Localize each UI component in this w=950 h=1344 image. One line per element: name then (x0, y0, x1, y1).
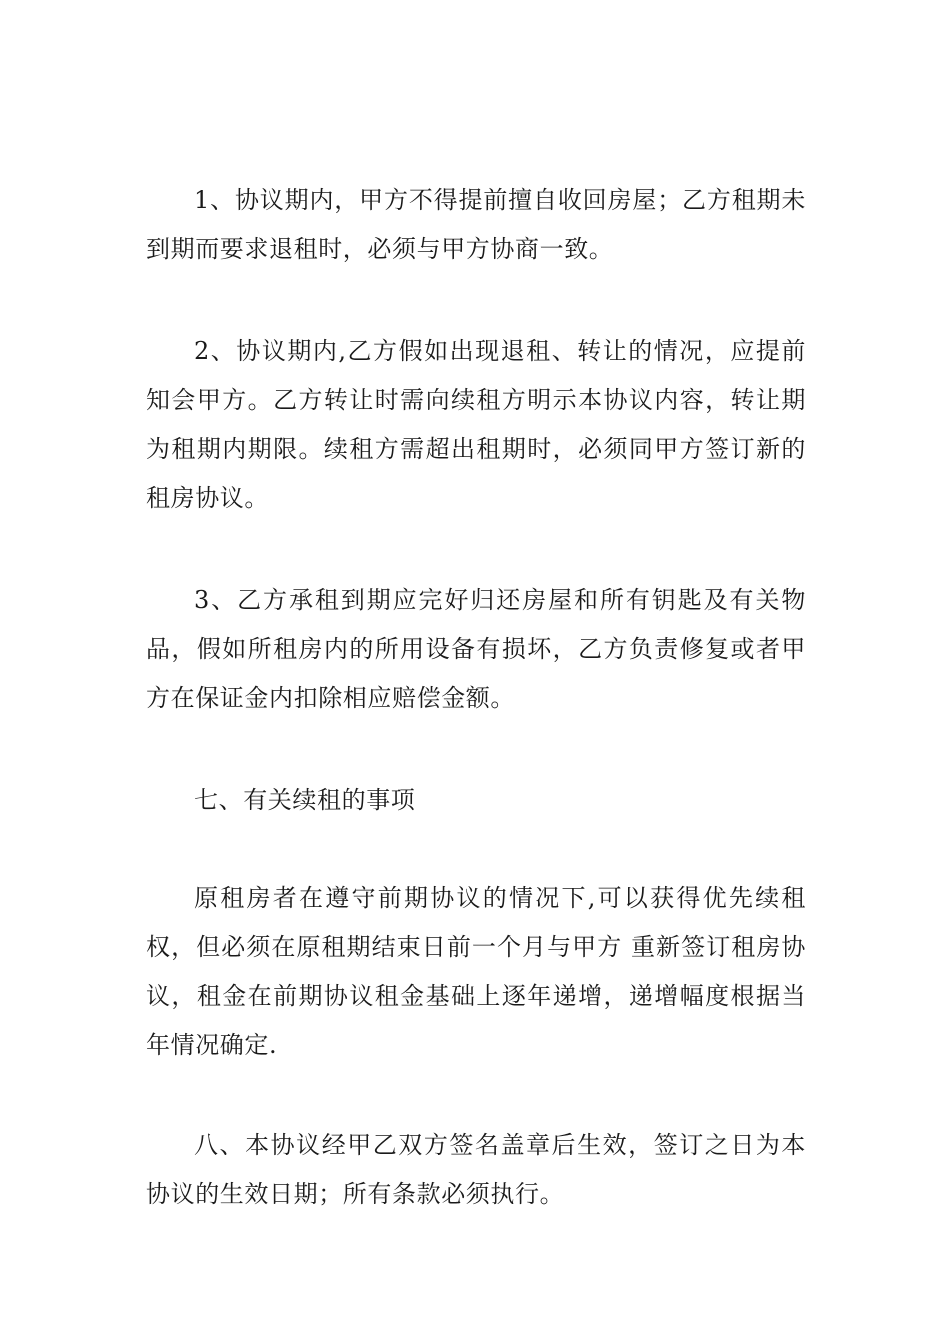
renewal-paragraph: 原租房者在遵守前期协议的情况下,可以获得优先续租权，但必须在原租期结束日前一个月与甲方 重新签订租房协议，租金在前期协议租金基础上逐年递增，递增幅度根据当年情况确定. (146, 884, 806, 1059)
clause-3-paragraph: 3、乙方承租到期应完好归还房屋和所有钥匙及有关物品，假如所租房内的所用设备有损坏，乙方负责修复或者甲方在保证金内扣除相应赔偿金额。 (146, 586, 806, 712)
section-7-heading: 七、有关续租的事项 (194, 786, 416, 814)
clause-2-paragraph: 2、协议期内,乙方假如出现退租、转让的情况，应提前知会甲方。乙方转让时需向续租方明示本协议内容，转让期为租期内期限。续租方需超出租期时，必须同甲方签订新的租房协议。 (146, 337, 806, 512)
clause-1-paragraph: 1、协议期内，甲方不得提前擅自收回房屋；乙方租期未到期而要求退租时，必须与甲方协商一致。 (146, 186, 806, 263)
section-8-paragraph: 八、本协议经甲乙双方签名盖章后生效，签订之日为本协议的生效日期；所有条款必须执行。 (146, 1131, 806, 1208)
